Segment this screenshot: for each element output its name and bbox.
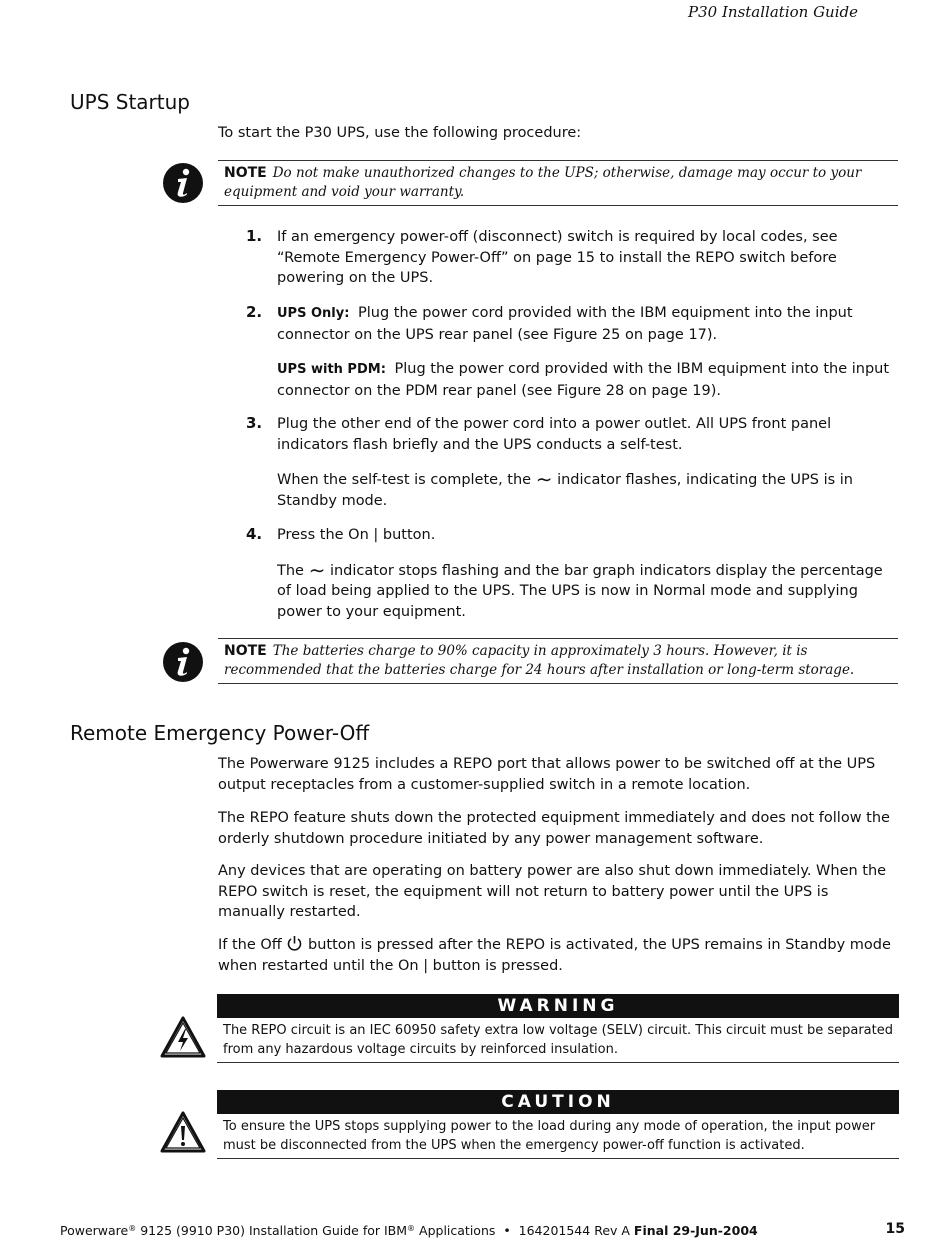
procedure-step-2 [246,303,898,401]
intro-paragraph: To start the P30 UPS, use the following procedure: [218,125,582,141]
procedure-step-4 [246,525,898,622]
ups-only-text: Plug the power cord provided with the IBM equipment into the input connector on the UPS rear panel (see Figure 25 on page 17). [277,305,853,343]
step-text: Plug the other end of the power cord into a power outlet. All UPS front panel indicators flash briefly and the UPS conducts a self-test. [277,416,832,453]
info-icon [162,162,204,204]
info-icon [162,641,204,683]
running-header: P30 Installation Guide [688,3,858,21]
subparagraph-text-post: indicator flashes, indicating the UPS is in Standby mode. [277,472,853,509]
note-label: NOTE [224,165,267,181]
step-text: If an emergency power-off (disconnect) switch is required by local codes, see “Remote Emergency Power-Off” on page 15 to install the REPO switch before powering on the UPS. [277,229,838,286]
note-text: Do not make unauthorized changes to the UPS; otherwise, damage may occur to your equipment and void your warranty. [224,165,862,200]
step-subparagraph [277,469,898,511]
subparagraph-text-pre: When the self-test is complete, the [277,472,532,488]
procedure-step-1 [246,227,898,289]
step-number: 4. [246,525,263,543]
procedure-step-3 [246,414,898,511]
caution-text: To ensure the UPS stops supplying power to the load during any mode of operation, the input power must be disconnected from the UPS when the emergency power-off function is activated. [217,1114,899,1159]
registered-mark: ® [128,1224,137,1233]
step-subparagraph [277,359,898,401]
note-battery-charge [218,638,898,684]
note-unauthorized-changes [218,160,898,206]
step-text [277,303,898,345]
footer-final-date: Final 29-Jun-2004 [633,1223,758,1238]
subparagraph-text-pre: The [277,562,304,579]
standby-indicator-icon: ∼ [535,467,553,491]
repo-paragraph-2: The REPO feature shuts down the protected equipment immediately and does not follow the orderly shutdown procedure initiated by any power management software. [218,810,890,847]
repo-paragraph-3: Any devices that are operating on battery power are also shut down immediately. When the REPO switch is reset, the equipment will not return to battery power until the UPS is manually restarted. [218,863,887,920]
repo-paragraph-1: The Powerware 9125 includes a REPO port that allows power to be switched off at the UPS output receptacles from a customer-supplied switch in a remote location. [218,756,876,793]
footer-text: Applications • 164201544 Rev A [415,1223,634,1238]
ups-with-pdm-text: Plug the power cord provided with the IBM equipment into the input connector on the PDM rear panel (see Figure 28 on page 19). [277,361,890,399]
warning-banner: WARNING [217,994,899,1018]
step-text: Press the On | button. [277,527,436,543]
step-subparagraph [277,557,898,623]
normal-indicator-icon: ∼ [308,557,326,582]
ups-with-pdm-label: UPS with PDM: [277,362,386,377]
caution-icon [160,1111,206,1153]
ups-only-label: UPS Only: [277,306,350,321]
footer-text: 9125 (9910 P30) Installation Guide for IBM [136,1223,408,1238]
page-footer [60,1223,758,1238]
section-heading-ups-startup: UPS Startup [70,90,190,114]
repo-paragraph-4 [218,935,898,976]
power-off-icon [286,935,303,952]
caution-banner: CAUTION [217,1090,899,1114]
electrical-hazard-icon [160,1016,206,1058]
page-number: 15 [885,1221,905,1237]
footer-brand: Powerware [60,1223,129,1238]
subparagraph-text-post: indicator stops flashing and the bar graph indicators display the percentage of load being applied to the UPS. The UPS is now in Normal mode and supplying power to your equipment. [277,562,883,620]
note-label: NOTE [224,643,267,659]
note-text: The batteries charge to 90% capacity in approximately 3 hours. However, it is recommended that the batteries charge for 24 hours after installation or long-term storage. [224,643,855,678]
registered-mark: ® [407,1224,416,1233]
paragraph-text-pre: If the Off [218,937,282,953]
section-heading-remote-emergency-power-off: Remote Emergency Power-Off [70,721,370,745]
paragraph-text-post: button is pressed after the REPO is activated, the UPS remains in Standby mode when restarted until the On | button is pressed. [218,937,891,974]
step-number: 1. [246,227,263,245]
warning-text: The REPO circuit is an IEC 60950 safety extra low voltage (SELV) circuit. This circuit must be separated from any hazardous voltage circuits by reinforced insulation. [217,1018,899,1063]
step-number: 3. [246,414,263,432]
step-number: 2. [246,303,263,321]
